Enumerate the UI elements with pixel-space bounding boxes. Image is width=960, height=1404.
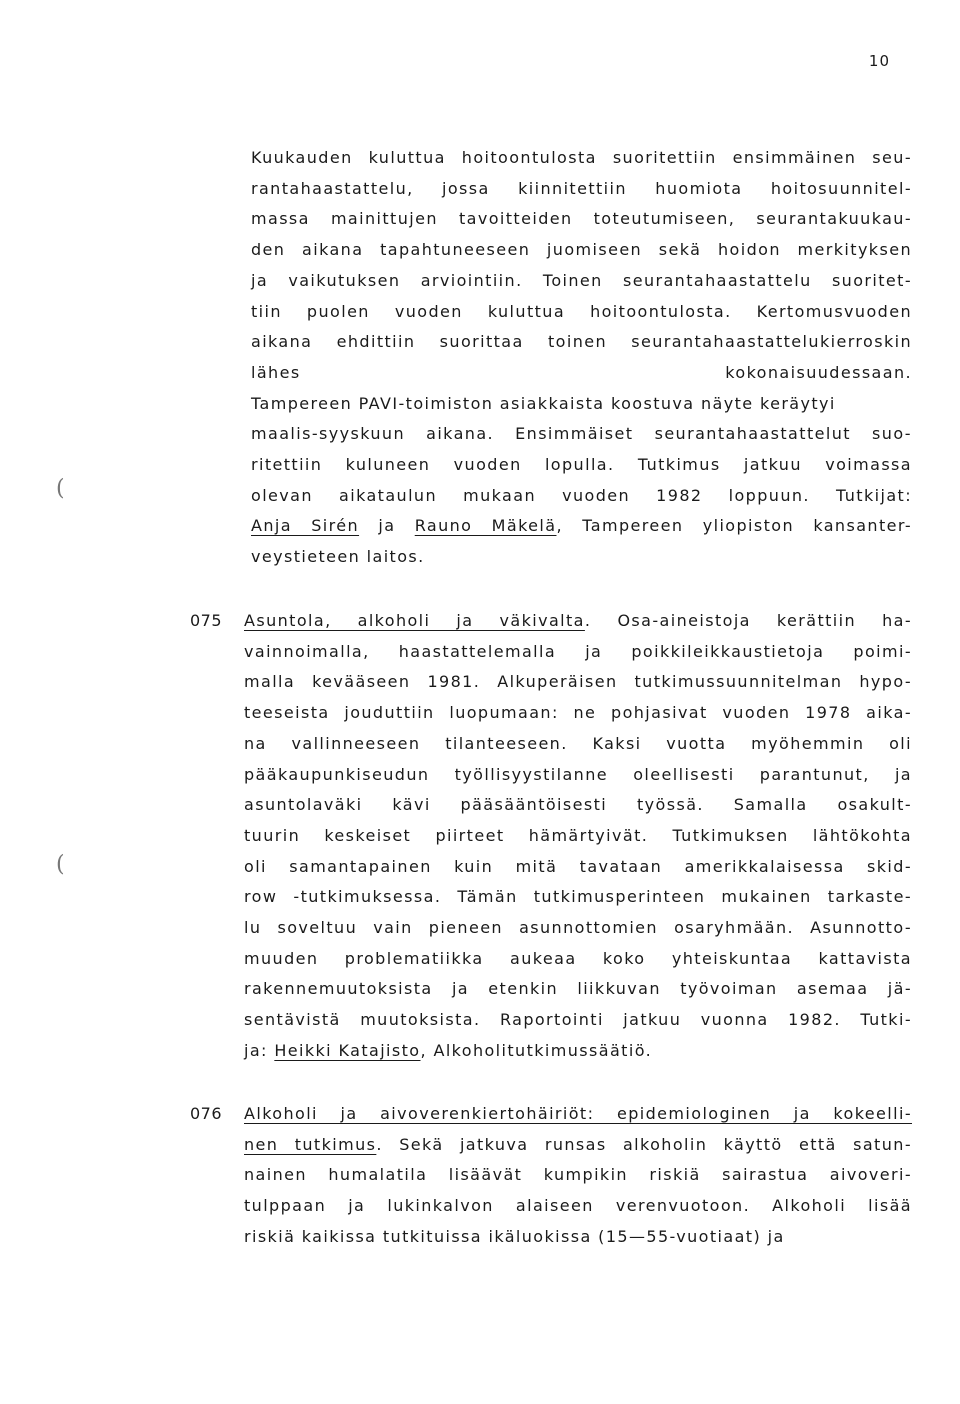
text-line: [251, 363, 912, 383]
text-segment: Kuukauden kuluttua hoitoontulosta suoritettiin ensimmäinen seu-: [251, 148, 912, 167]
underlined-text: Alkoholi ja aivoverenkiertohäiriöt: epidemiologinen ja kokeelli-: [244, 1104, 912, 1123]
text-line: [251, 455, 912, 475]
text-line: [244, 703, 912, 723]
text-line: [244, 1135, 912, 1155]
text-line: [244, 672, 912, 692]
text-line: [244, 611, 912, 631]
text-segment: olevan aikataulun mukaan vuoden 1982 loppuun. Tutkijat:: [251, 485, 912, 505]
text-segment: vainnoimalla, haastattelemalla ja poikkileikkaustietoja poimi-: [244, 641, 912, 661]
text-segment: muuden problematiikka aukeaa koko yhteiskuntaa kattavista: [244, 948, 912, 968]
text-line: [244, 887, 912, 907]
text-segment: ja: [359, 516, 415, 536]
text-segment: . Sekä jatkuva runsas alkoholin käyttö että satun-: [376, 1134, 912, 1154]
text-line: [244, 918, 912, 938]
text-segment: ritettiin kuluneen vuoden lopulla. Tutkimus jatkuu voimassa: [251, 455, 912, 474]
text-line: [244, 1104, 912, 1124]
text-segment: lähes kokonaisuudessaan.: [251, 362, 912, 382]
text-line: [244, 949, 912, 969]
text-line: [244, 734, 912, 754]
text-line: [251, 516, 912, 536]
underlined-text: Anja Sirén: [251, 516, 360, 536]
text-segment: riskiä kaikissa tutkituissa ikäluokissa (15—55-vuotiaat) ja: [244, 1226, 785, 1246]
text-line: [244, 1227, 785, 1247]
underlined-text: Rauno Mäkelä: [414, 516, 557, 536]
text-segment: rakennemuutoksista ja etenkin liikkuvan työvoiman asemaa jä-: [244, 979, 912, 999]
underlined-text: Asuntola, alkoholi ja väkivalta: [244, 611, 585, 630]
text-line: [251, 148, 912, 168]
entry-number: 076: [190, 1104, 223, 1123]
text-segment: oli samantapainen kuin mitä tavataan amerikkalaisessa skid-: [244, 856, 912, 876]
text-line: [251, 209, 912, 229]
text-line: [244, 826, 912, 846]
text-segment: ja vaikutuksen arviointiin. Toinen seurantahaastattelu suoritet-: [251, 270, 912, 290]
text-segment: tiin puolen vuoden kuluttua hoitoontulosta. Kertomusvuoden: [251, 301, 912, 321]
text-line: [244, 642, 912, 662]
margin-bracket-mark: (: [56, 476, 65, 501]
text-line: [251, 424, 912, 444]
text-segment: rantahaastattelu, jossa kiinnitettiin huomiota hoitosuunnitel-: [251, 178, 912, 198]
underlined-text: Heikki Katajisto: [274, 1040, 421, 1060]
text-segment: teeseista jouduttiin luopumaan: ne pohjasivat vuoden 1978 aika-: [244, 703, 912, 723]
text-line: [251, 332, 912, 352]
text-line: [251, 240, 912, 260]
text-segment: veystieteen laitos.: [251, 547, 425, 567]
text-segment: , Alkoholitutkimussäätiö.: [420, 1040, 653, 1060]
text-segment: ja:: [244, 1040, 275, 1060]
text-line: [244, 1196, 912, 1216]
text-line: [244, 1165, 912, 1185]
text-segment: den aikana tapahtuneeseen juomiseen sekä hoidon merkityksen: [251, 240, 912, 260]
text-segment: tuurin keskeiset piirteet hämärtyivät. Tutkimuksen lähtökohta: [244, 825, 912, 845]
text-segment: na vallinneeseen tilanteeseen. Kaksi vuotta myöhemmin oli: [244, 733, 912, 753]
text-segment: maalis-syyskuun aikana. Ensimmäiset seurantahaastattelut suo-: [251, 424, 912, 444]
text-line: [244, 765, 912, 785]
underlined-text: nen tutkimus: [244, 1134, 377, 1154]
text-line: [244, 795, 912, 815]
text-segment: lu soveltuu vain pieneen asunnottomien osaryhmään. Asunnotto-: [244, 918, 912, 937]
page-number: 10: [868, 52, 890, 70]
text-segment: pääkaupunkiseudun työllisyystilanne oleellisesti parantunut, ja: [244, 764, 912, 784]
text-line: [244, 1041, 652, 1061]
text-line: [244, 857, 912, 877]
text-segment: malla kevääseen 1981. Alkuperäisen tutkimussuunnitelman hypo-: [244, 672, 912, 692]
text-segment: . Osa-aineistoja kerättiin ha-: [584, 611, 912, 630]
text-segment: row -tutkimuksessa. Tämän tutkimusperinteen mukainen tarkaste-: [244, 887, 912, 907]
text-line: [251, 394, 836, 414]
text-line: [251, 179, 912, 199]
text-segment: tulppaan ja lukinkalvon alaiseen verenvuotoon. Alkoholi lisää: [244, 1196, 912, 1216]
entry-number: 075: [190, 611, 223, 630]
text-segment: Tampereen PAVI-toimiston asiakkaista koostuva näyte keräytyi: [251, 393, 836, 413]
text-line: [244, 1010, 912, 1030]
text-segment: massa mainittujen tavoitteiden toteutumiseen, seurantakuukau-: [251, 209, 912, 229]
text-segment: aikana ehdittiin suorittaa toinen seurantahaastattelukierroskin: [251, 332, 912, 352]
text-segment: asuntolaväki kävi pääsääntöisesti työssä. Samalla osakult-: [244, 795, 912, 815]
text-segment: , Tampereen yliopiston kansanter-: [556, 516, 913, 536]
text-line: [251, 547, 425, 567]
text-line: [251, 271, 912, 291]
margin-bracket-mark: (: [56, 852, 65, 877]
text-line: [251, 486, 912, 506]
text-line: [251, 302, 912, 322]
text-line: [244, 979, 912, 999]
text-segment: nainen humalatila lisäävät kumpikin riskiä sairastua aivoveri-: [244, 1165, 912, 1185]
text-segment: sentävistä muutoksista. Raportointi jatkuu vuonna 1982. Tutki-: [244, 1010, 912, 1030]
